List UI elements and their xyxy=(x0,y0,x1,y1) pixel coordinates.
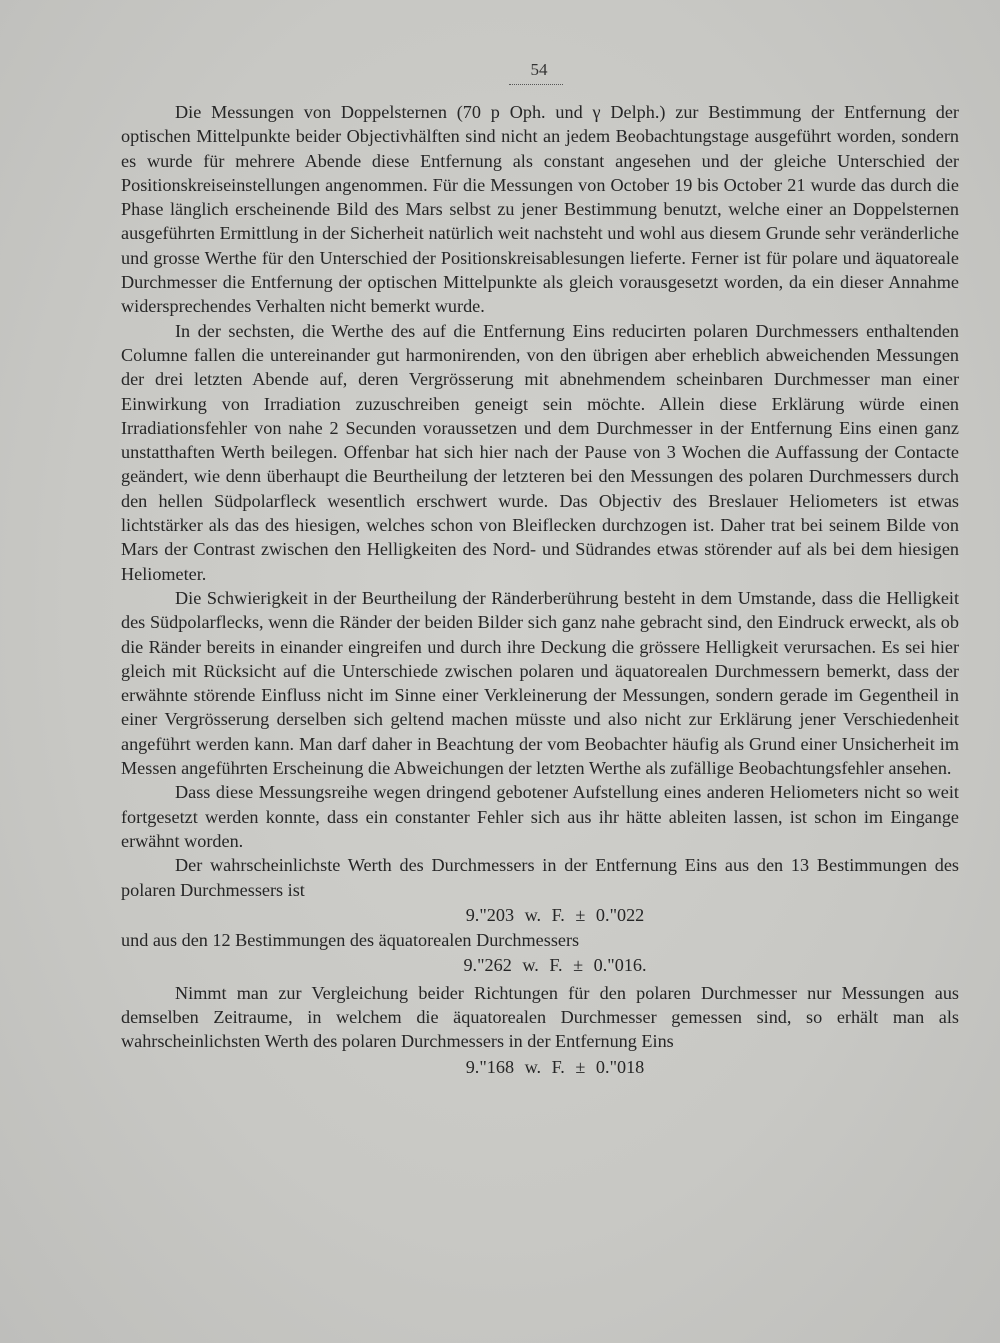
page-number: 54 xyxy=(530,60,548,79)
formula-equatorial-diameter: 9."262 w. F. ± 0."016. xyxy=(463,955,647,976)
body-text xyxy=(121,100,959,1080)
formula-polar-diameter: 9."203 w. F. ± 0."022 xyxy=(465,904,645,925)
paragraph-4: Dass diese Messungsreihe wegen dringend gebotener Aufstellung eines anderen Heliometers nicht so weit fortgesetzt werden konnte, dass ein constanter Fehler sich aus ihr hätte ableiten lassen, ist schon im Eingange erwähnt worden. xyxy=(121,782,959,851)
paragraph-1: Die Messungen von Doppelsternen (70 p Oph. und γ Delph.) zur Bestimmung der Entfernung der optischen Mittelpunkte beider Objectivhälften sind nicht an jedem Beobachtungstage ausgeführt worden, sondern es wurde für mehrere Abende diese Entfernung als constant angesehen und der gleiche Unterschied der Positionskreiseinstellungen angenommen. Für die Messungen von October 19 bis October 21 wurde das durch die Phase länglich erscheinende Bild des Mars selbst zu jener Bestimmung benutzt, welche einer an Doppelsternen ausgeführten Ermittlung in der Sicherheit natürlich weit nachsteht und wohl aus diesem Grunde sehr veränderliche und grosse Werthe für den Unterschied der Positionskreisablesungen lieferte. Ferner ist für polare und äquatoreale Durchmesser die Entfernung der optischen Mittelpunkte als gleich vorausgesetzt worden, da ein dieser Annahme widersprechendes Verhalten nicht bemerkt wurde. xyxy=(121,102,959,317)
paragraph-6: und aus den 12 Bestimmungen des äquatorealen Durchmessers xyxy=(121,930,580,951)
formula-polar-diameter-same-period: 9."168 w. F. ± 0."018 xyxy=(465,1056,645,1077)
page-number-rule xyxy=(509,84,563,87)
paragraph-7: Nimmt man zur Vergleichung beider Richtungen für den polaren Durchmesser nur Messungen aus demselben Zeitraume, in welchem die äquatorealen Durchmesser gemessen sind, so erhält man als wahrscheinlichsten Werth des polaren Durchmessers in der Entfernung Eins xyxy=(121,982,959,1052)
paragraph-5: Der wahrscheinlichste Werth des Durchmessers in der Entfernung Eins aus den 13 Bestimmungen des polaren Durchmessers ist xyxy=(121,855,959,900)
paragraph-2: In der sechsten, die Werthe des auf die Entfernung Eins reducirten polaren Durchmessers enthaltenden Columne fallen die untereinander gut harmonirenden, von den übrigen aber erheblich abweichenden Messungen der drei letzten Abende auf, deren Vergrösserung mit abnehmendem scheinbaren Durchmesser man einer Einwirkung von Irradiation zuzuschreiben geneigt sein möchte. Allein diese Erklärung würde einen Irradiationsfehler von nahe 2 Secunden voraussetzen und dem Durchmesser in der Entfernung Eins einen ganz unstatthaften Werth beilegen. Offenbar hat sich hier nach der Pause von 3 Wochen die Auffassung der Contacte geändert, wie denn überhaupt die Beurtheilung der letzteren bei den Messungen des polaren Durchmessers durch den hellen Südpolarfleck wesentlich erschwert wurde. Das Objectiv des Breslauer Heliometers ist etwas lichtstärker als das des hiesigen, welches schon von Bleiflecken durchzogen ist. Daher trat bei seinem Bilde von Mars der Contrast zwischen den Helligkeiten des Nord- und Südrandes etwas störender auf als bei dem hiesigen Heliometer. xyxy=(121,320,959,584)
paragraph-3: Die Schwierigkeit in der Beurtheilung der Ränderberührung besteht in dem Umstande, dass die Helligkeit des Südpolarflecks, wenn die Ränder der beiden Bilder sich ganz nahe gebracht sind, den Eindruck erweckt, als ob die Ränder bereits in einander eingreifen und durch ihre Deckung die grössere Helligkeit verursachen. Es sei hier gleich mit Rücksicht auf die Unterschiede zwischen polaren und äquatorealen Durchmessern bemerkt, dass der erwähnte störende Einfluss nicht im Sinne einer Verkleinerung der Messungen, sondern gerade im Gegentheil in einer Vergrösserung derselben sich geltend machen müsste und also nicht zur Erklärung jener Verschiedenheit angeführt werden kann. Man darf daher in Beachtung der vom Beobachter häufig als Grund einer Unsicherheit im Messen angeführten Erscheinung die Abweichungen der letzten Werthe als zufällige Beobachtungsfehler ansehen. xyxy=(121,587,959,779)
